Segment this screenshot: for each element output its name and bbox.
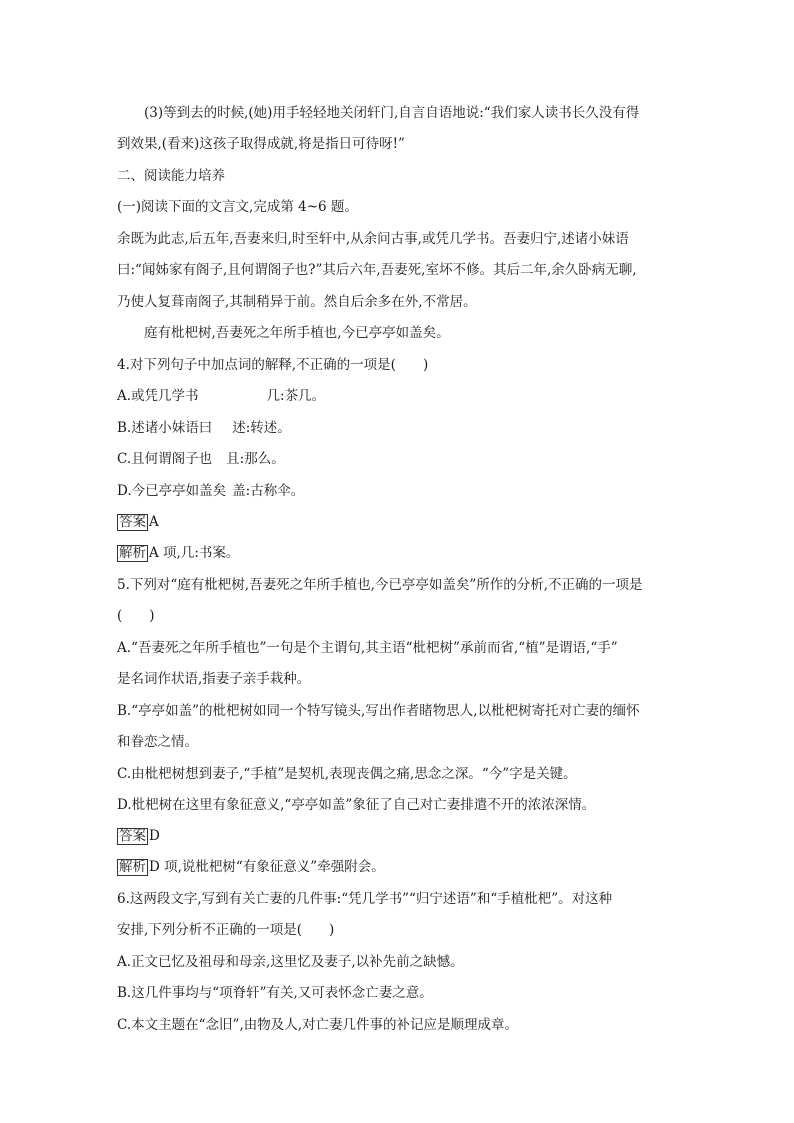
q5-answer-value: D (149, 828, 160, 844)
q5-option-b-line-2: 和眷恋之情。 (117, 734, 198, 750)
analysis-tag: 解析 (119, 545, 146, 561)
q6-stem-line-1: 6.这两段文字,写到有关亡妻的几件事:“凭几学书”“归宁述语”和“手植枇杷”。对这种 (117, 891, 613, 907)
q5-option-a-line-1: A.“吾妻死之年所手植也”一句是个主谓句,其主语“枇杷树”承前而省,“植”是谓语,“手” (117, 640, 618, 656)
q4-option-b-sentence: B.述诸小妹语曰 (117, 420, 213, 436)
q4-option-a (117, 390, 325, 404)
q4-option-d (117, 485, 304, 499)
passage-line-2: 曰:“闻姊家有阁子,且何谓阁子也?”其后六年,吾妻死,室坏不修。其后二年,余久卧病无聊, (117, 262, 637, 278)
translation-line-1: (3)等到去的时候,(她)用手轻轻地关闭轩门,自言自语地说:“我们家人读书长久没有得 (144, 105, 640, 121)
q5-option-d: D.枇杷树在这里有象征意义,“亭亭如盖”象征了自己对亡妻排遣不开的浓浓深情。 (117, 797, 596, 813)
passage-line-1: 余既为此志,后五年,吾妻来归,时至轩中,从余问古事,或凭几学书。吾妻归宁,述诸小妹语 (117, 231, 629, 247)
q6-option-b: B.这几件事均与“项脊轩”有关,又可表怀念亡妻之意。 (117, 985, 433, 1001)
q4-option-c-sentence: C.且何谓阁子也 (117, 451, 213, 467)
q5-answer (117, 828, 160, 845)
q4-option-a-sentence: A.或凭几学书 (117, 388, 199, 404)
answer-tag: 答案 (119, 514, 146, 530)
q4-option-b (117, 422, 291, 436)
translation-line-2: 到效果,(看来)这孩子取得成就,将是指日可待呀!” (117, 136, 405, 152)
q4-option-d-sentence: D.今已亭亭如盖矣 (117, 483, 227, 499)
q6-stem-line-2: 安排,下列分析不正确的一项是( ) (117, 922, 335, 938)
passage-line-3: 乃使人复葺南阁子,其制稍异于前。然自后余多在外,不常居。 (117, 294, 477, 310)
q4-option-b-explanation: 述:转述。 (232, 420, 291, 436)
q6-option-a: A.正文已忆及祖母和母亲,这里忆及妻子,以补先前之缺憾。 (117, 954, 464, 970)
section-heading: 二、阅读能力培养 (117, 168, 225, 184)
answer-tag: 答案 (119, 828, 146, 844)
q5-analysis (117, 859, 385, 876)
q5-stem-line-2: ( ) (117, 608, 155, 624)
q5-option-b-line-1: B.“亭亭如盖”的枇杷树如同一个特写镜头,写出作者睹物思人,以枇杷树寄托对亡妻的缅怀 (117, 703, 640, 719)
q5-stem-line-1: 5.下列对“庭有枇杷树,吾妻死之年所手植也,今已亭亭如盖矣”所作的分析,不正确的一项是 (117, 577, 643, 593)
q6-option-c: C.本文主题在“念旧”,由物及人,对亡妻几件事的补记应是顺理成章。 (117, 1017, 519, 1033)
section-subheading: (一)阅读下面的文言文,完成第 4~6 题。 (117, 199, 358, 215)
passage-paragraph-2: 庭有枇杷树,吾妻死之年所手植也,今已亭亭如盖矣。 (144, 325, 450, 341)
q4-analysis (117, 545, 239, 562)
q5-option-a-line-2: 是名词作状语,指妻子亲手栽种。 (117, 671, 311, 687)
q4-answer-value: A (149, 514, 159, 530)
q5-analysis-text: D 项,说枇杷树“有象征意义”牵强附会。 (149, 859, 385, 875)
q4-stem: 4.对下列句子中加点词的解释,不正确的一项是( ) (117, 357, 429, 373)
analysis-tag: 解析 (119, 859, 146, 875)
q4-option-d-explanation: 盖:古称伞。 (232, 483, 305, 499)
q4-analysis-text: A 项,几:书案。 (149, 545, 240, 561)
q4-option-c (117, 453, 285, 467)
q4-option-c-explanation: 且:那么。 (226, 451, 285, 467)
q4-option-a-explanation: 几:茶几。 (266, 388, 326, 404)
q4-answer (117, 514, 159, 531)
q5-option-c: C.由枇杷树想到妻子,“手植”是契机,表现丧偶之痛,思念之深。“今”字是关键。 (117, 766, 577, 782)
